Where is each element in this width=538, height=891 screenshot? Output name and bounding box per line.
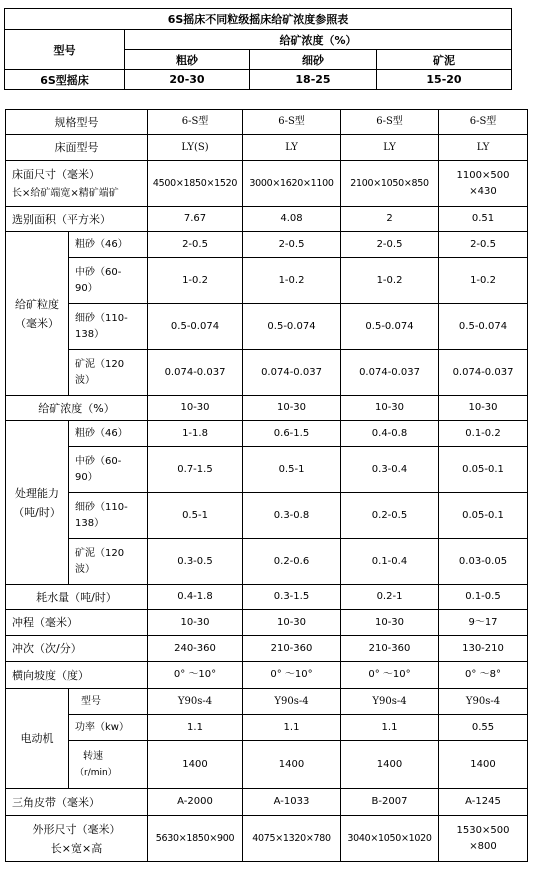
value-cell: 1-0.2 <box>341 258 439 304</box>
feed-size-label <box>6 232 69 396</box>
table-row <box>6 110 528 135</box>
grain-subcategory-line2: 90） <box>75 282 98 294</box>
value-cell: 7.67 <box>148 207 243 232</box>
grain-subcategory <box>69 493 148 539</box>
value-cell: 10-30 <box>341 610 439 636</box>
value-cell: 0.074-0.037 <box>439 350 528 396</box>
spec-model-cell: 6-S型 <box>148 110 243 135</box>
motor-speed-label <box>69 741 148 789</box>
value-cell: 210-360 <box>243 636 341 662</box>
grain-subcategory: 粗砂（46） <box>69 421 148 447</box>
value-cell: 0.2-0.5 <box>341 493 439 539</box>
value-cell: 10-30 <box>243 610 341 636</box>
value-cell: LY <box>439 135 528 161</box>
value-cell: 0.3-0.8 <box>243 493 341 539</box>
value-cell: 0.5-0.074 <box>341 304 439 350</box>
frequency-label: 冲次（次/分） <box>6 636 148 662</box>
value-cell: 1400 <box>439 741 528 789</box>
value-cell: A-1033 <box>243 789 341 816</box>
table-row <box>6 232 528 258</box>
value-cell: 1-0.2 <box>243 258 341 304</box>
table-row <box>6 350 528 396</box>
value-cell: 0.1-0.2 <box>439 421 528 447</box>
value-cell <box>439 816 528 862</box>
value-cell: 2-0.5 <box>439 232 528 258</box>
table-row <box>6 421 528 447</box>
grain-subcategory-line2: 90） <box>75 471 98 483</box>
grain-subcategory-line2: 138） <box>75 517 105 529</box>
table-row <box>6 493 528 539</box>
grain-header-fine: 细砂 <box>250 50 377 70</box>
value-cell: 10-30 <box>148 396 243 421</box>
shaking-table-spec-table <box>5 109 528 862</box>
table-row <box>6 585 528 610</box>
value-cell: A-1245 <box>439 789 528 816</box>
table-row <box>6 207 528 232</box>
table-row <box>6 816 528 862</box>
motor-label: 电动机 <box>6 689 69 789</box>
value-cell: 0.074-0.037 <box>148 350 243 396</box>
value-cell: 10-30 <box>341 396 439 421</box>
value-cell: 20-30 <box>125 70 250 90</box>
table-row <box>6 662 528 689</box>
value-cell: 4075×1320×780 <box>243 816 341 862</box>
value-cell: 5630×1850×900 <box>148 816 243 862</box>
stroke-label: 冲程（毫米） <box>6 610 148 636</box>
grain-header-coarse: 粗砂 <box>125 50 250 70</box>
capacity-label-line1: 处理能力 <box>15 486 59 500</box>
feed-concentration-reference-table <box>4 8 512 90</box>
bed-size-last-line2: ×430 <box>469 185 497 197</box>
value-cell: Y90s-4 <box>341 689 439 715</box>
value-cell: 1-0.2 <box>439 258 528 304</box>
bed-size-last-line1: 1100×500 <box>456 169 510 181</box>
table-row <box>6 258 528 304</box>
value-cell: 10-30 <box>148 610 243 636</box>
model-name-cell: 6S型摇床 <box>5 70 125 90</box>
value-cell: 1.1 <box>243 715 341 741</box>
motor-speed-label-line1: 转速 <box>83 750 103 762</box>
value-cell: 0.5-0.074 <box>148 304 243 350</box>
spec-model-cell: 6-S型 <box>439 110 528 135</box>
spec-model-label: 规格型号 <box>6 110 148 135</box>
value-cell: 15-20 <box>377 70 512 90</box>
spec-model-cell: 6-S型 <box>243 110 341 135</box>
grain-subcategory-line1: 矿泥（120 <box>75 358 125 370</box>
bed-type-label: 床面型号 <box>6 135 148 161</box>
bed-size-label <box>6 161 148 207</box>
grain-header-slime: 矿泥 <box>377 50 512 70</box>
value-cell: 0.6-1.5 <box>243 421 341 447</box>
value-cell: 0.7-1.5 <box>148 447 243 493</box>
value-cell: 3000×1620×1100 <box>243 161 341 207</box>
grain-subcategory <box>69 447 148 493</box>
value-cell: 2100×1050×850 <box>341 161 439 207</box>
value-cell: 0.03-0.05 <box>439 539 528 585</box>
slope-label: 横向坡度（度） <box>6 662 148 689</box>
value-cell: LY <box>243 135 341 161</box>
value-cell: 1-1.8 <box>148 421 243 447</box>
value-cell: 240-360 <box>148 636 243 662</box>
value-cell: 9～17 <box>439 610 528 636</box>
value-cell: 1.1 <box>148 715 243 741</box>
value-cell: 0.3-0.5 <box>148 539 243 585</box>
grain-subcategory-line1: 细砂（110- <box>75 501 128 513</box>
value-cell: Y90s-4 <box>243 689 341 715</box>
table-row <box>6 789 528 816</box>
grain-subcategory <box>69 258 148 304</box>
value-cell: 2-0.5 <box>148 232 243 258</box>
value-cell: 1400 <box>243 741 341 789</box>
value-cell: 0.5-0.074 <box>439 304 528 350</box>
value-cell: 2-0.5 <box>243 232 341 258</box>
value-cell: 130-210 <box>439 636 528 662</box>
table-row <box>6 161 528 207</box>
value-cell: 1400 <box>148 741 243 789</box>
dimension-label-line2: 长×宽×高 <box>50 841 103 855</box>
reference-table-title: 6S摇床不同粒级摇床给矿浓度参照表 <box>5 9 512 30</box>
value-cell <box>439 161 528 207</box>
dimension-label <box>6 816 148 862</box>
value-cell: 210-360 <box>341 636 439 662</box>
table-row <box>6 539 528 585</box>
motor-power-label: 功率（kw） <box>69 715 148 741</box>
dimension-last-line2: ×800 <box>469 840 497 852</box>
value-cell: 18-25 <box>250 70 377 90</box>
grain-subcategory-line1: 中砂（60- <box>75 455 122 467</box>
value-cell: B-2007 <box>341 789 439 816</box>
value-cell: 0.4-1.8 <box>148 585 243 610</box>
belt-label: 三角皮带（毫米） <box>6 789 148 816</box>
value-cell: Y90s-4 <box>439 689 528 715</box>
grain-subcategory-line1: 矿泥（120 <box>75 547 125 559</box>
value-cell: 0.3-1.5 <box>243 585 341 610</box>
grain-subcategory <box>69 539 148 585</box>
value-cell: 0° ～10° <box>148 662 243 689</box>
value-cell: 0° ～10° <box>243 662 341 689</box>
feed-size-label-line2: （毫米） <box>15 316 59 330</box>
table-row <box>6 689 528 715</box>
value-cell: 0.074-0.037 <box>243 350 341 396</box>
grain-subcategory <box>69 304 148 350</box>
table-row <box>6 715 528 741</box>
value-cell: 0.4-0.8 <box>341 421 439 447</box>
value-cell: 0.5-1 <box>243 447 341 493</box>
value-cell: 0.2-1 <box>341 585 439 610</box>
grain-subcategory-line2: 波） <box>75 563 95 575</box>
capacity-label-line2: （吨/时） <box>13 505 61 519</box>
value-cell: 0.1-0.4 <box>341 539 439 585</box>
value-cell: 2 <box>341 207 439 232</box>
value-cell: LY <box>341 135 439 161</box>
value-cell: 0.1-0.5 <box>439 585 528 610</box>
capacity-label <box>6 421 69 585</box>
grain-subcategory <box>69 350 148 396</box>
table-row <box>6 447 528 493</box>
value-cell: 2-0.5 <box>341 232 439 258</box>
table-row <box>6 135 528 161</box>
value-cell: 0.2-0.6 <box>243 539 341 585</box>
value-cell: 10-30 <box>439 396 528 421</box>
value-cell: 4500×1850×1520 <box>148 161 243 207</box>
grain-subcategory-line1: 中砂（60- <box>75 266 122 278</box>
grain-subcategory: 粗砂（46） <box>69 232 148 258</box>
table-row <box>6 396 528 421</box>
grain-subcategory-line2: 138） <box>75 328 105 340</box>
area-label: 选别面积（平方米） <box>6 207 148 232</box>
motor-type-label: 型号 <box>69 689 148 715</box>
feed-concentration-label: 给矿浓度（%） <box>6 396 148 421</box>
value-cell: 0.074-0.037 <box>341 350 439 396</box>
grain-subcategory-line2: 波） <box>75 374 95 386</box>
value-cell: 1400 <box>341 741 439 789</box>
value-cell: 0.05-0.1 <box>439 447 528 493</box>
dimension-last-line1: 1530×500 <box>456 824 510 836</box>
dimension-label-line1: 外形尺寸（毫米） <box>32 822 121 836</box>
grain-subcategory-line1: 细砂（110- <box>75 312 128 324</box>
water-consumption-label: 耗水量（吨/时） <box>6 585 148 610</box>
value-cell: LY(S) <box>148 135 243 161</box>
spec-model-cell: 6-S型 <box>341 110 439 135</box>
value-cell: 3040×1050×1020 <box>341 816 439 862</box>
bed-size-label-line1: 床面尺寸（毫米） <box>12 167 100 181</box>
feed-concentration-header: 给矿浓度（%） <box>125 30 512 50</box>
value-cell: Y90s-4 <box>148 689 243 715</box>
value-cell: 0° ～10° <box>341 662 439 689</box>
value-cell: 0.5-0.074 <box>243 304 341 350</box>
model-header: 型号 <box>5 30 125 70</box>
value-cell: 1.1 <box>341 715 439 741</box>
feed-size-label-line1: 给矿粒度 <box>15 297 59 311</box>
table-row <box>6 636 528 662</box>
value-cell: 0.55 <box>439 715 528 741</box>
value-cell: 0.3-0.4 <box>341 447 439 493</box>
value-cell: 0.05-0.1 <box>439 493 528 539</box>
table-row <box>6 741 528 789</box>
table-row <box>6 610 528 636</box>
motor-speed-label-line2: （r/min） <box>75 767 117 778</box>
bed-size-label-line2: 长×给矿端宽×精矿端矿 <box>12 187 119 199</box>
value-cell: A-2000 <box>148 789 243 816</box>
table-row <box>6 304 528 350</box>
value-cell: 0° ～8° <box>439 662 528 689</box>
value-cell: 0.5-1 <box>148 493 243 539</box>
value-cell: 1-0.2 <box>148 258 243 304</box>
value-cell: 0.51 <box>439 207 528 232</box>
value-cell: 10-30 <box>243 396 341 421</box>
value-cell: 4.08 <box>243 207 341 232</box>
